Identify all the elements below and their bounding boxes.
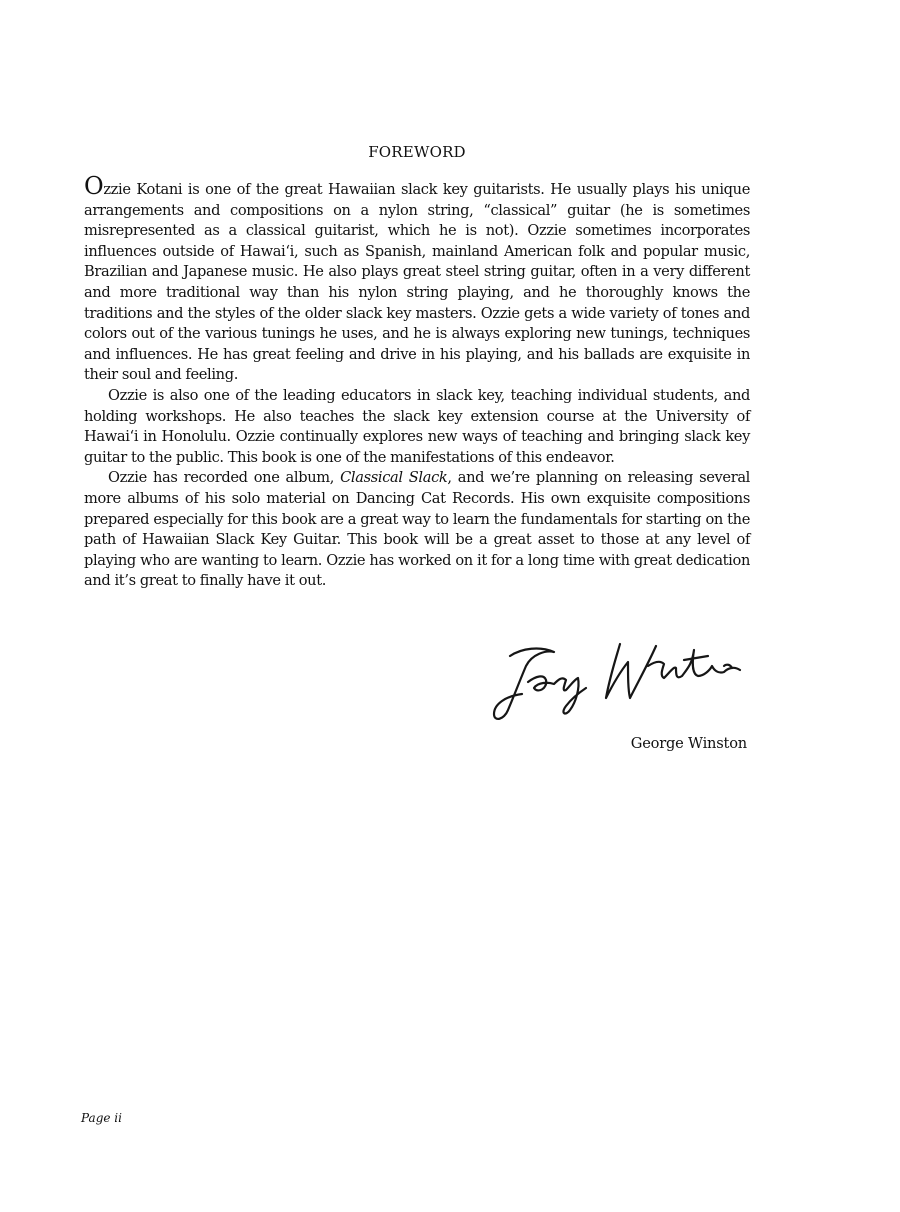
drop-cap: O [84, 172, 104, 200]
paragraph-1 [84, 172, 750, 386]
paragraph-1-text: zzie Kotani is one of the great Hawaiian slack key guitarists. He usually plays his unique arrangements and compositions on a nylon string, “classical” guitar (he is sometimes misrepresented as a classical guitarist, which he is not). Ozzie sometimes incorporates influences outside of Hawai‘i, such as Spanish, mainland American folk and popular music, Brazilian and Japanese music. He also plays great steel string guitar, often in a very different and more traditional way than his nylon string playing, and he thoroughly knows the traditions and the styles of the older slack key masters. Ozzie gets a wide variety of tones and colors out of the various tunings he uses, and he is always exploring new tunings, techniques and influences. He has great feeling and drive in his playing, and his ballads are exquisite in their soul and feeling. [84, 181, 750, 384]
handwritten-signature [488, 636, 758, 728]
paragraph-3-text-after: , and we’re planning on releasing several more albums of his solo material on Dancing Cat Records. His own exquisite compositions prepared especially for this book are a great way to learn the fundamentals for starting on the path of Hawaiian Slack Key Guitar. This book will be a great asset to those at any level of playing who are wanting to learn. Ozzie has worked on it for a long time with great dedication and it’s great to finally have it out. [84, 469, 750, 590]
page-title: FOREWORD [368, 143, 466, 161]
paragraph-2: Ozzie is also one of the leading educators in slack key, teaching individual students, and holding workshops. He also teaches the slack key extension course at the University of Hawai‘i in Honolulu. Ozzie continually explores new ways of teaching and bringing slack key guitar to the public. This book is one of the manifestations of this endeavor. [84, 386, 750, 466]
page-number: Page ii [81, 1111, 122, 1125]
album-title: Classical Slack [340, 469, 448, 487]
paragraph-3-text-before: Ozzie has recorded one album, [108, 469, 341, 487]
paragraph-3 [84, 468, 750, 592]
foreword-body [84, 172, 750, 592]
signer-name: George Winston [630, 735, 747, 752]
